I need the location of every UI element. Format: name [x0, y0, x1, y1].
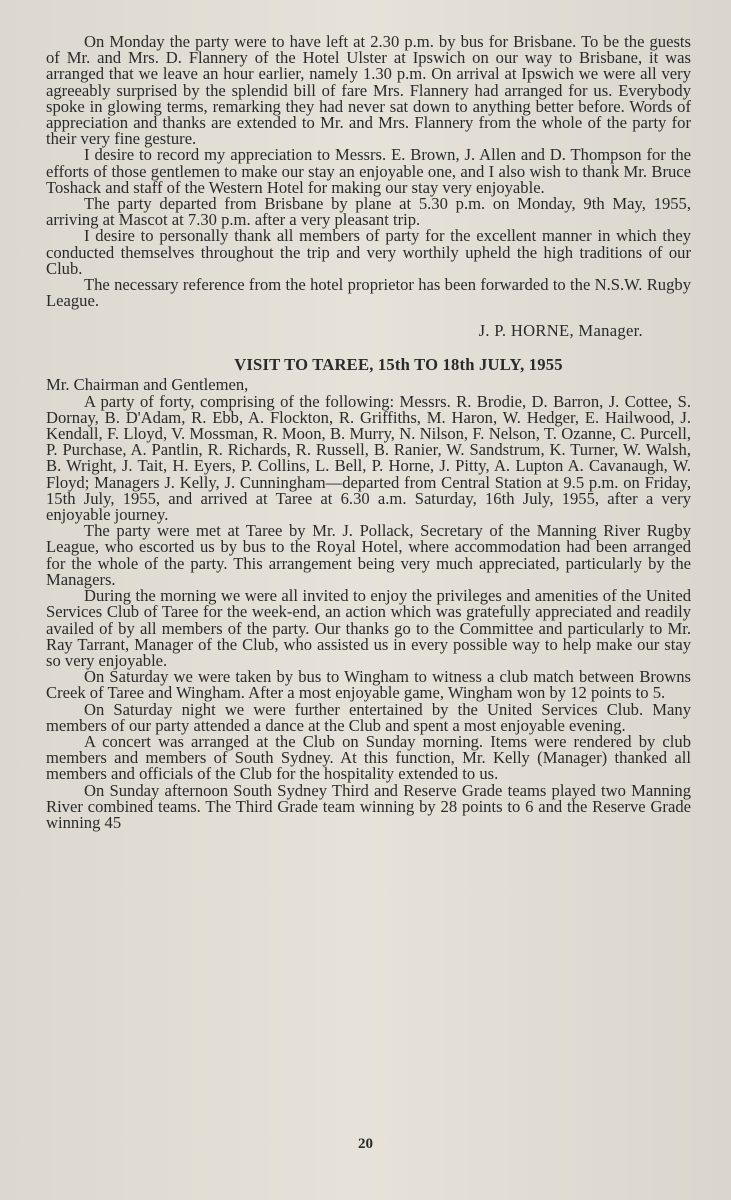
paragraph: On Sunday afternoon South Sydney Third and Reserve Grade teams played two Manning River combined teams. The Third Grade team winning by 28 points to 6 and the Reserve Grade winning 45	[46, 780, 691, 832]
paragraph: During the morning we were all invited to enjoy the privileges and amenities of the United Services Club of Taree for the week-end, an action which was gratefully appreciated and readily availed of by all members of the party. Our thanks go to the Committee and particularly to Mr. Ray Tarrant, Manager of the Club, who assisted us in every possible way to help make our stay so very enjoyable.	[46, 586, 691, 670]
paragraph: I desire to record my appreciation to Messrs. E. Brown, J. Allen and D. Thompson for the efforts of those gentlemen to make our stay an enjoyable one, and I also wish to thank Mr. Bruce Toshack and staff of the Western Hotel for making our stay very enjoyable.	[46, 145, 691, 197]
paragraph: On Monday the party were to have left at 2.30 p.m. by bus for Brisbane. To be the guests of Mr. and Mrs. D. Flannery of the Hotel Ulster at Ipswich on our way to Brisbane, it was arranged that we leave an hour earlier, namely 1.30 p.m. On arrival at Ipswich we were all very agreeably surprised by the splendid bill of fare Mrs. Flannery had arranged for us. Everybody spoke in glowing terms, remarking they had never sat down to anything better before. Words of appreciation and thanks are extended to Mr. and Mrs. Flannery from the whole of the party for their very fine gesture.	[46, 32, 691, 149]
paragraph: I desire to personally thank all members of party for the excellent manner in which they conducted themselves throughout the trip and very worthily upheld the high traditions of our Club.	[46, 226, 691, 278]
paragraph: A party of forty, comprising of the following: Messrs. R. Brodie, D. Barron, J. Cottee, S. Dornay, B. D'Adam, R. Ebb, A. Flockton, R. Griffiths, M. Haron, W. Hedger, E. Hailwood, J. Kendall, F. Lloyd, V. Mossman, R. Moon, B. Murry, N. Nilson, F. Nelson, T. Ozanne, C. Purcell, P. Purchase, A. Pantlin, R. Richards, R. Russell, B. Ranier, W. Sandstrum, K. Turner, W. Walsh, B. Wright, J. Tait, H. Eyers, P. Collins, L. Bell, P. Horne, J. Pitty, A. Lupton A. Cavanaugh, W. Floyd; Managers J. Kelly, J. Cunningham—departed from Central Station at 9.5 p.m. on Friday, 15th July, 1955, and arrived at Taree at 6.30 a.m. Saturday, 16th July, 1955, after a very enjoyable journey.	[46, 391, 691, 525]
paragraph: The party departed from Brisbane by plane at 5.30 p.m. on Monday, 9th May, 1955, arriving at Mascot at 7.30 p.m. after a very pleasant trip.	[46, 194, 691, 230]
section-brisbane-trip	[46, 34, 691, 309]
paragraph: The party were met at Taree by Mr. J. Pollack, Secretary of the Manning River Rugby League, who escorted us by bus to the Royal Hotel, where accommodation had been arranged for the whole of the party. This arrangement being very much appreciated, particularly by the Managers.	[46, 521, 691, 589]
salutation: Mr. Chairman and Gentlemen,	[46, 375, 249, 395]
paragraph: A concert was arranged at the Club on Sunday morning. Items were rendered by club members and members of South Sydney. At this function, Mr. Kelly (Manager) thanked all members and officials of the Club for the hospitality extended to us.	[46, 731, 691, 784]
section-taree-visit	[46, 391, 691, 832]
page-number: 20	[358, 1136, 373, 1152]
paragraph: On Saturday we were taken by bus to Wingham to witness a club match between Browns Creek of Taree and Wingham. After a most enjoyable game, Wingham won by 12 points to 5.	[46, 667, 691, 703]
paragraph: The necessary reference from the hotel proprietor has been forwarded to the N.S.W. Rugby League.	[46, 275, 691, 311]
paragraph: On Saturday night we were further entertained by the United Services Club. Many members of our party attended a dance at the Club and spent a most enjoyable evening.	[46, 699, 691, 735]
section-heading: VISIT TO TAREE, 15th TO 18th JULY, 1955	[234, 355, 563, 375]
manager-signature: J. P. HORNE, Manager.	[478, 321, 643, 341]
